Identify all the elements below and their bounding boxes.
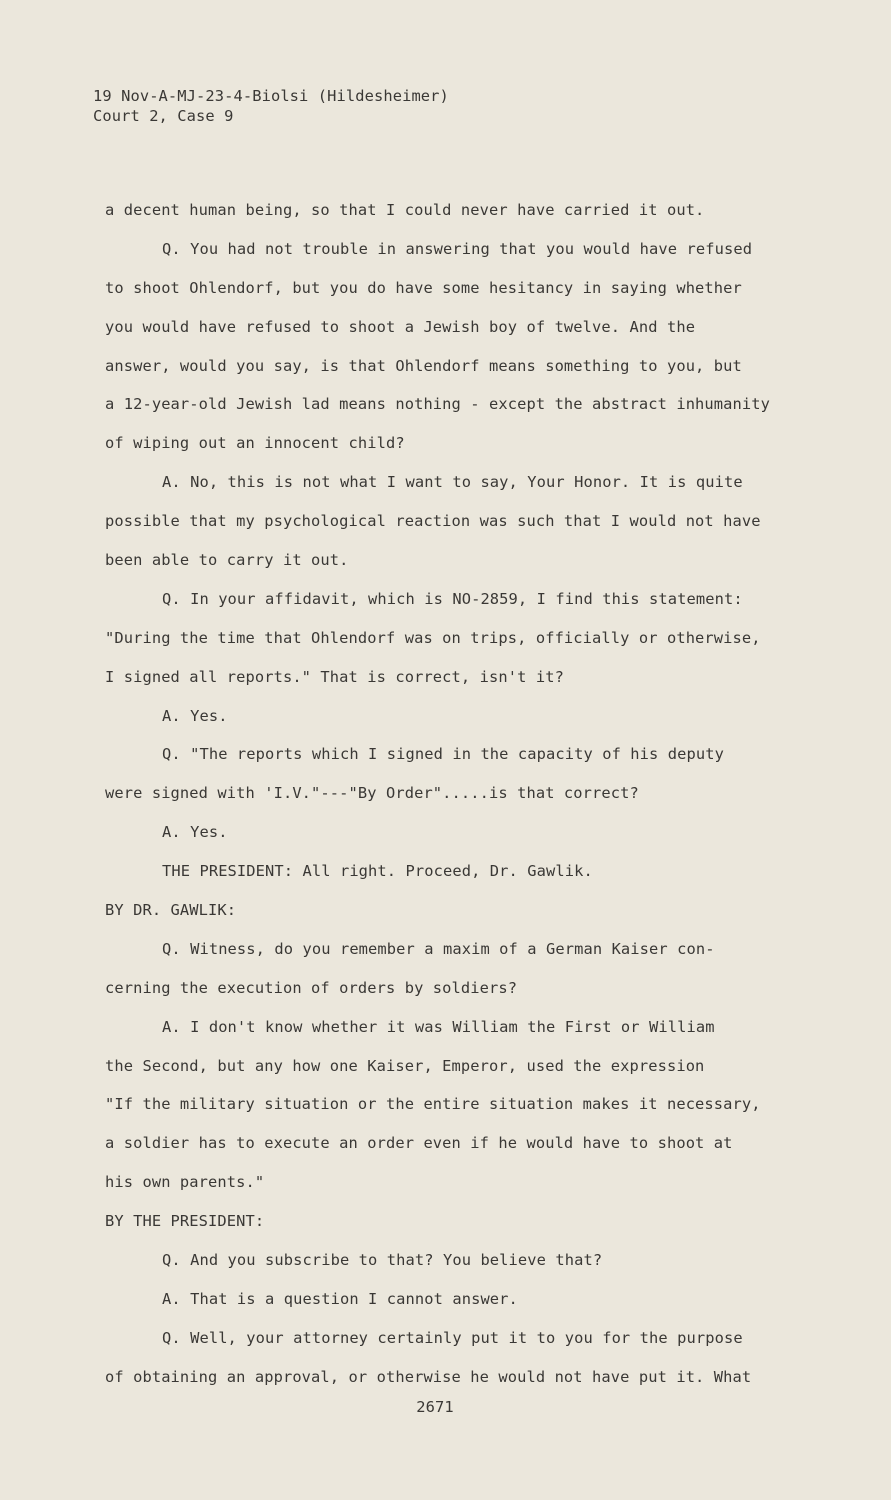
transcript-line: a 12-year-old Jewish lad means nothing - except the abstract inhumanity [105,395,770,414]
document-header [93,86,449,126]
transcript-line: were signed with 'I.V."---"By Order".....is that correct? [105,784,639,803]
transcript-line: a soldier has to execute an order even if he would have to shoot at [105,1134,733,1153]
transcript-line: you would have refused to shoot a Jewish boy of twelve. And the [105,317,696,336]
transcript-line: the Second, but any how one Kaiser, Emperor, used the expression [105,1056,705,1075]
transcript-line: "If the military situation or the entire situation makes it necessary, [105,1095,761,1114]
transcript-line: BY DR. GAWLIK: [105,901,237,920]
transcript-line: Q. Well, your attorney certainly put it to you for the purpose [162,1328,743,1347]
transcript-line: A. I don't know whether it was William the First or William [162,1017,715,1036]
transcript-line: A. Yes. [162,823,228,842]
transcript-line: his own parents." [105,1173,265,1192]
transcript-line: A. Yes. [162,706,228,725]
transcript-line: I signed all reports." That is correct, isn't it? [105,667,564,686]
transcript-line: Q. Witness, do you remember a maxim of a German Kaiser con- [162,939,715,958]
transcript-line: been able to carry it out. [105,551,349,570]
header-court-case: Court 2, Case 9 [93,107,234,125]
transcript-line: THE PRESIDENT: All right. Proceed, Dr. Gawlik. [162,862,593,881]
transcript-line: a decent human being, so that I could never have carried it out. [105,201,705,219]
transcript-line: A. No, this is not what I want to say, Your Honor. It is quite [162,473,743,492]
transcript-line: BY THE PRESIDENT: [105,1212,265,1231]
transcript-line: Q. In your affidavit, which is NO-2859, I find this statement: [162,589,743,608]
transcript-line: to shoot Ohlendorf, but you do have some hesitancy in saying whether [105,278,742,297]
transcript-line: "During the time that Ohlendorf was on trips, officially or otherwise, [105,628,761,647]
transcript-line: possible that my psychological reaction was such that I would not have [105,512,761,531]
transcript-line: answer, would you say, is that Ohlendorf means something to you, but [105,356,742,375]
transcript-line: cerning the execution of orders by soldiers? [105,978,518,997]
transcript-line: Q. "The reports which I signed in the capacity of his deputy [162,745,724,764]
transcript-body [105,197,805,1403]
transcript-line: Q. You had not trouble in answering that you would have refused [162,239,753,258]
header-reference: 19 Nov-A-MJ-23-4-Biolsi (Hildesheimer) [93,87,449,105]
transcript-line: of wiping out an innocent child? [105,434,405,453]
page-number: 2671 [416,1398,454,1416]
transcript-line: of obtaining an approval, or otherwise he would not have put it. What [105,1367,752,1386]
transcript-line: Q. And you subscribe to that? You believe that? [162,1251,603,1270]
transcript-line: A. That is a question I cannot answer. [162,1289,518,1308]
